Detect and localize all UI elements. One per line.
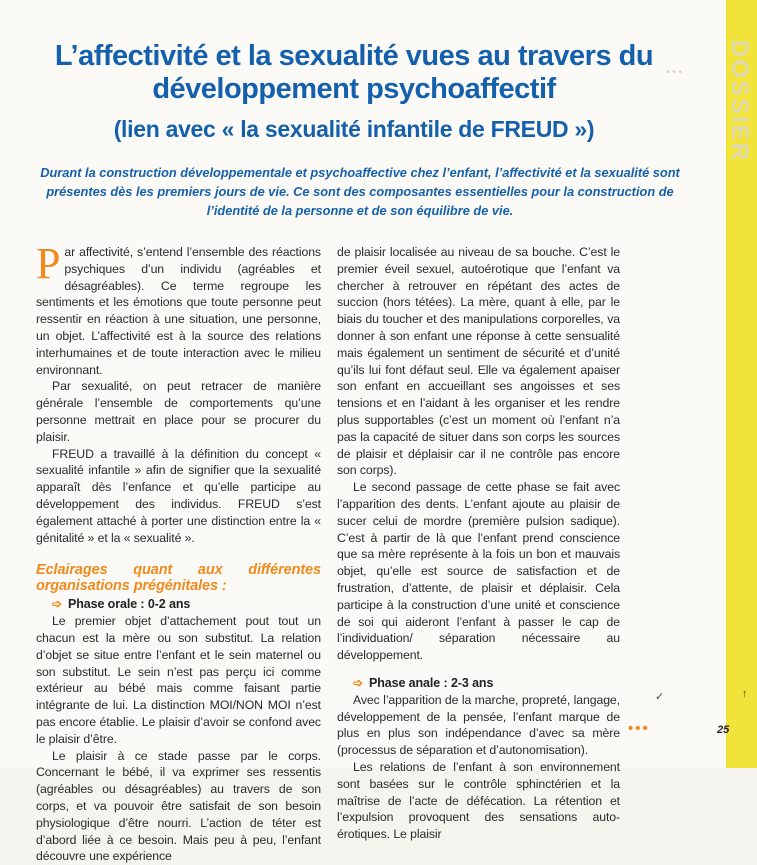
- phase-heading-orale: ➩ Phase orale : 0-2 ans: [52, 597, 191, 612]
- pen-mark: ↑: [742, 688, 748, 700]
- paragraph: Le premier objet d’attachement pout tout un chacun est la mère ou son substitut. La relation d’objet se situe entre l’enfant et le sein maternel ou son substitut. Le sein n’est pas perçu ici comme extérieur au bébé mais comme faisant partie intégrante de lui. La distinction MOI/NON MOI n’est pas encore établie. Le plaisir d’avoir se confond avec le plaisir d’être.: [36, 614, 321, 746]
- ghost-dots-icon: • • •: [666, 67, 683, 78]
- pen-mark: ✓: [655, 691, 665, 703]
- paragraph: Le second passage de cette phase se fait avec l’apparition des dents. L’enfant ajoute au plaisir de sucer celui de mordre (première pulsion sadique). C’est à partir de là que l’enfant prend conscience que sa mère représente à la fois un bon et mauvais objet, qu’elle est source de satisfaction et de frustration, d’attente, de plaisir et déplaisir. Cela participe à la construction d’une unité et conscience de soi qui aideront l’enfant à passer le cap de l’individuation/ séparation nécessaire au développement.: [337, 480, 620, 663]
- paragraph: Le plaisir à ce stade passe par le corps. Concernant le bébé, il va exprimer ses ressentis (agréables ou désagréables) au travers de son corps, et va pouvoir être satisfait de son besoin physiologique d’être nourri. L’action de téter est d’abord liée à ce besoin. Mais peu à peu, l’enfant découvre une expérience: [36, 748, 321, 864]
- page-subtitle: (lien avec « la sexualité infantile de FREUD »): [113, 116, 595, 142]
- page-number: 25: [717, 724, 730, 736]
- page-title: L’affectivité et la sexualité vues au travers du développement psychoaffectif: [54, 40, 654, 105]
- section-heading: Eclairages quant aux différentes organisations prégénitales :: [36, 562, 321, 595]
- text-column-left: [36, 239, 321, 865]
- paragraph: de plaisir localisée au niveau de sa bouche. C’est le premier éveil sexuel, autoérotique que l’enfant va chercher à retrouver en répétant des actes de succion (hors tétées). La mère, quant à elle, par le biais du toucher et des manipulations corporelles, va donner à son enfant une réponse à cette sensualité mais également un sentiment de sécurité et d’unité qu’ils lui font défaut seul. Elle va également apaiser son enfant en accueillant ses angoisses et ses tensions et en l’aidant à les organiser et les rendre plus supportables (c’est un moment où l’enfant n’a pas la capacité de situer dans son corps les sources de plaisir et déplaisir car il ne contrôle pas encore son corps).: [337, 245, 620, 478]
- phase-heading-anale: ➩ Phase anale : 2-3 ans: [353, 675, 494, 690]
- side-tab-label: DOSSIER: [726, 40, 753, 163]
- paragraph: Avec l’apparition de la marche, propreté, langage, développement de la pensée, l’enfant marque de plus en plus son indépendance d’avec sa mère (processus de séparation et d’autonomisation).: [337, 692, 620, 758]
- arrow-right-icon: ➩: [52, 597, 62, 612]
- drop-cap: P: [36, 239, 61, 288]
- paragraph: FREUD a travaillé à la définition du concept « sexualité infantile » afin de signifier que la sexualité apparaît dès l’enfance et qu’elle participe au développement des individus. FREUD s’est également attaché à porter une distinction entre la « génitalité » et la « sexualité ».: [36, 446, 321, 545]
- arrow-right-icon: ➩: [353, 675, 363, 690]
- paragraph: Les relations de l’enfant à son environnement sont basées sur le contrôle sphinctérien et la maîtrise de l’acte de défécation. La rétention et l’expulsion provoquent des sensations auto-érotiques. Le plaisir: [337, 759, 620, 842]
- intro-paragraph: Durant la construction développementale et psychoaffective chez l’enfant, l’affectivité et la sexualité sont présentes dès les premiers jours de vie. Ce sont des composantes essentielles pour la construction de l’identité de la personne et de son équilibre de vie.: [40, 165, 680, 218]
- text-column-right: [337, 244, 620, 843]
- dots-icon: •••: [628, 720, 650, 737]
- paragraph: Par sexualité, on peut retracer de manière générale l’ensemble de comportements qu’une personne mettrait en place pour se procurer du plaisir.: [36, 379, 321, 444]
- paragraph: Par affectivité, s’entend l’ensemble des réactions psychiques d’un individu (agréables et désagréables). Ce terme regroupe les sentiments et les émotions que toute personne peut ressentir en réaction à une situation, une personne, un objet. L’affectivité est à la source des relations interhumaines et de toute interaction avec le milieu environnant.: [36, 239, 321, 377]
